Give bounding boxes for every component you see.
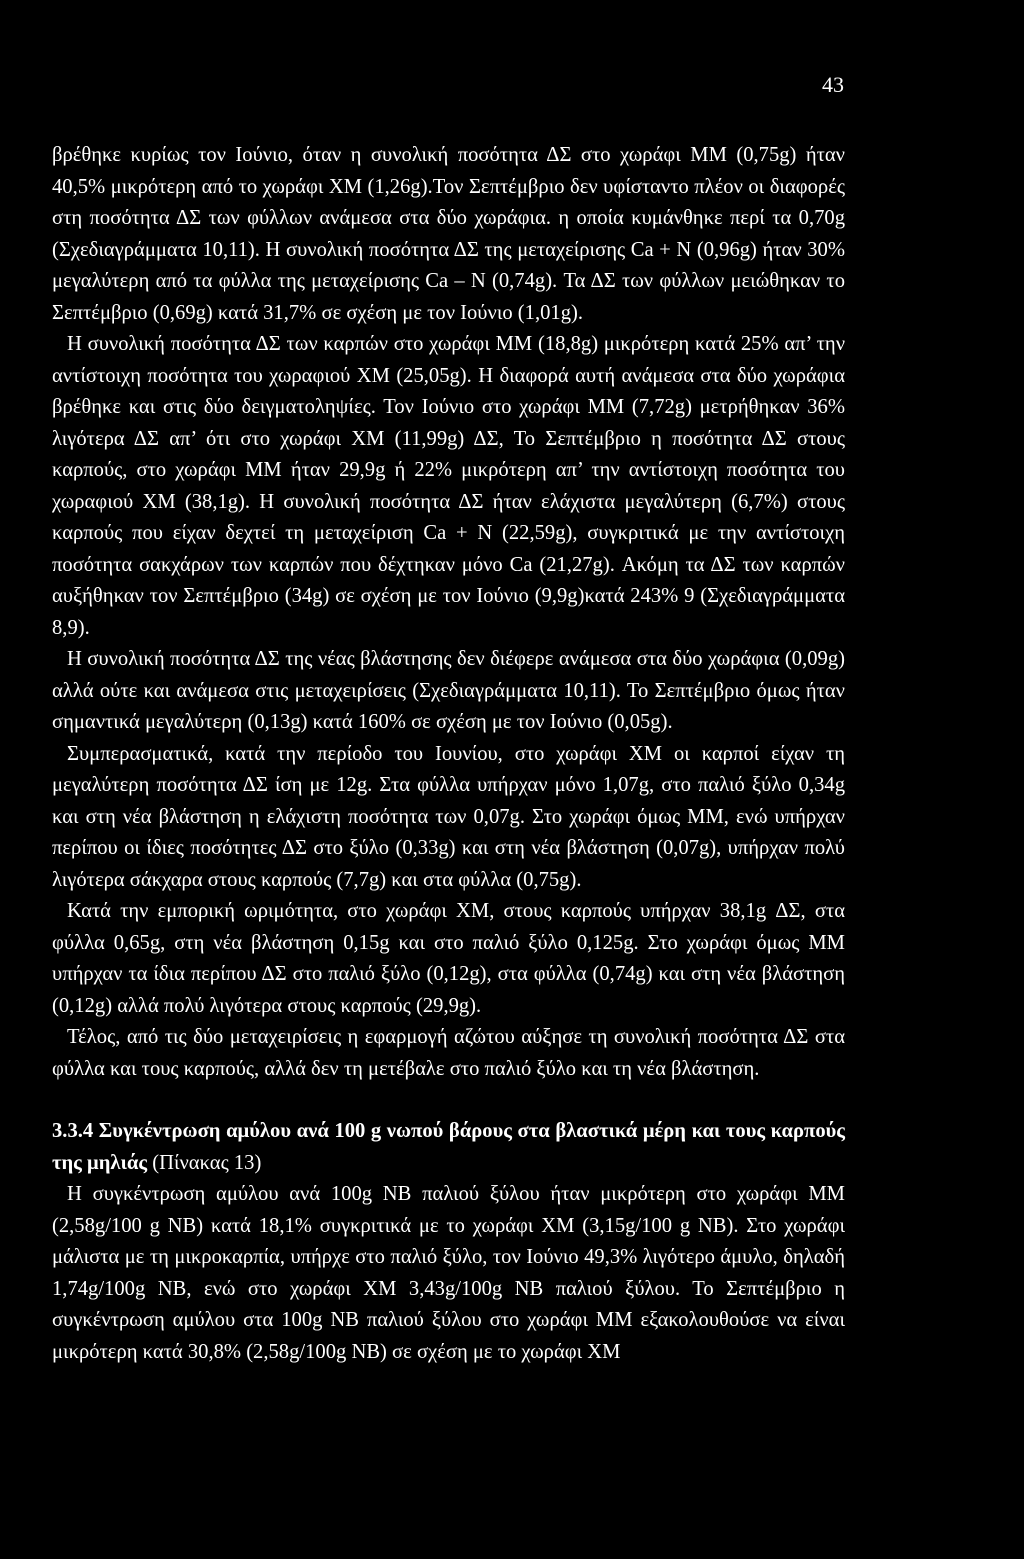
document-body bbox=[52, 140, 845, 1368]
paragraph-leaves-sugars: βρέθηκε κυρίως τον Ιούνιο, όταν η συνολική ποσότητα ΔΣ στο χωράφι ΜΜ (0,75g) ήταν 40,5% μικρότερη από το χωράφι ΧΜ (1,26g).Τον Σεπτέμβριο δεν υφίσταντο πλέον οι διαφορές στη ποσότητα ΔΣ των φύλλων ανάμεσα στα δύο χωράφια. η οποία κυμάνθηκε περί τα 0,70g (Σχεδιαγράμματα 10,11). Η συνολική ποσότητα ΔΣ της μεταχείρισης Ca + N (0,96g) ήταν 30% μεγαλύτερη από τα φύλλα της μεταχείρισης Ca – N (0,74g). Τα ΔΣ των φύλλων μειώθηκαν το Σεπτέμβριο (0,69g) κατά 31,7% σε σχέση με τον Ιούνιο (1,01g). bbox=[52, 144, 845, 324]
page-number: 43 bbox=[822, 72, 844, 97]
section-heading-title: 3.3.4 Συγκέντρωση αμύλου ανά 100 g νωπού βάρους στα βλαστικά μέρη και τους καρπούς της μηλιάς bbox=[52, 1120, 845, 1174]
section-heading-table-ref: (Πίνακας 13) bbox=[147, 1151, 262, 1174]
paragraph-commercial-maturity: Κατά την εμπορική ωριμότητα, στο χωράφι ΧΜ, στους καρπούς υπήρχαν 38,1g ΔΣ, στα φύλλα 0,65g, στη νέα βλάστηση 0,15g και στο παλιό ξύλο 0,125g. Στο χωράφι όμως ΜΜ υπήρχαν τα ίδια περίπου ΔΣ στο παλιό ξύλο (0,12g), στα φύλλα (0,74g) και στη νέα βλάστηση (0,12g) αλλά πολύ λιγότερα στους καρπούς (29,9g). bbox=[52, 900, 845, 1017]
section-spacer bbox=[52, 1085, 845, 1116]
paragraph-nitrogen-effect: Τέλος, από τις δύο μεταχειρίσεις η εφαρμογή αζώτου αύξησε τη συνολική ποσότητα ΔΣ στα φύλλα και τους καρπούς, αλλά δεν τη μετέβαλε στο παλιό ξύλο και τη νέα βλάστηση. bbox=[52, 1026, 845, 1080]
paragraph-starch-old-wood: Η συγκέντρωση αμύλου ανά 100g ΝΒ παλιού ξύλου ήταν μικρότερη στο χωράφι ΜΜ (2,58g/100 g ΝΒ) κατά 18,1% συγκριτικά με το χωράφι ΧΜ (3,15g/100 g ΝΒ). Στο χωράφι μάλιστα με τη μικροκαρπία, υπήρχε στο παλιό ξύλο, τον Ιούνιο 49,3% λιγότερο άμυλο, δηλαδή 1,74g/100g ΝΒ, ενώ στο χωράφι ΧΜ 3,43g/100g ΝΒ παλιού ξύλου. Το Σεπτέμβριο η συγκέντρωση αμύλου στα 100g ΝΒ παλιού ξύλου στο χωράφι ΜΜ εξακολουθούσε να είναι μικρότερη κατά 30,8% (2,58g/100g ΝΒ) σε σχέση με το χωράφι ΧΜ bbox=[52, 1183, 845, 1363]
section-heading bbox=[52, 1116, 845, 1179]
paragraph-conclusion-june: Συμπερασματικά, κατά την περίοδο του Ιουνίου, στο χωράφι ΧΜ οι καρποί είχαν τη μεγαλύτερη ποσότητα ΔΣ ίση με 12g. Στα φύλλα υπήρχαν μόνο 1,07g, στο παλιό ξύλο 0,34g και στη νέα βλάστηση η ελάχιστη ποσότητα των 0,07g. Στο χωράφι όμως ΜΜ, ενώ υπήρχαν περίπου οι ίδιες ποσότητες ΔΣ στο ξύλο (0,33g) και στη νέα βλάστηση (0,07g), υπήρχαν πολύ λιγότερα σάκχαρα στους καρπούς (7,7g) και στα φύλλα (0,75g). bbox=[52, 742, 845, 891]
paragraph-fruit-sugars: Η συνολική ποσότητα ΔΣ των καρπών στο χωράφι ΜΜ (18,8g) μικρότερη κατά 25% απ’ την αντίστοιχη ποσότητα του χωραφιού ΧΜ (25,05g). Η διαφορά αυτή ανάμεσα στα δύο χωράφια βρέθηκε και στις δύο δειγματοληψίες. Τον Ιούνιο στο χωράφι ΜΜ (7,72g) μετρήθηκαν 36% λιγότερα ΔΣ απ’ ότι στο χωράφι ΧΜ (11,99g) ΔΣ, Το Σεπτέμβριο η ποσότητα ΔΣ στους καρπούς, στο χωράφι ΜΜ ήταν 29,9g ή 22% μικρότερη απ’ την αντίστοιχη ποσότητα του χωραφιού ΧΜ (38,1g). Η συνολική ποσότητα ΔΣ ήταν ελάχιστα μεγαλύτερη (6,7%) στους καρπούς που είχαν δεχτεί τη μεταχείριση Ca + N (22,59g), συγκριτικά με την αντίστοιχη ποσότητα σακχάρων των καρπών που δέχτηκαν μόνο Ca (21,27g). Ακόμη τα ΔΣ των καρπών αυξήθηκαν τον Σεπτέμβριο (34g) σε σχέση με τον Ιούνιο (9,9g)κατά 243% 9 (Σχεδιαγράμματα 8,9). bbox=[52, 333, 845, 639]
paragraph-new-growth-sugars: Η συνολική ποσότητα ΔΣ της νέας βλάστησης δεν διέφερε ανάμεσα στα δύο χωράφια (0,09g) αλλά ούτε και ανάμεσα στις μεταχειρίσεις (Σχεδιαγράμματα 10,11). Το Σεπτέμβριο όμως ήταν σημαντικά μεγαλύτερη (0,13g) κατά 160% σε σχέση με τον Ιούνιο (0,05g). bbox=[52, 648, 845, 733]
